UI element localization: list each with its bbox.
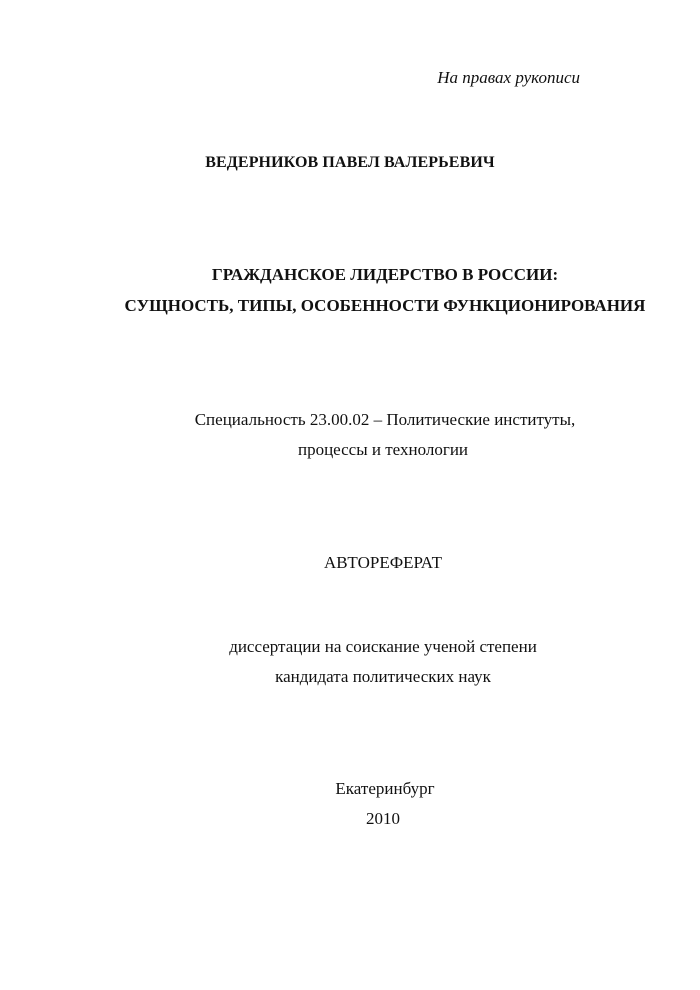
publication-city: Екатеринбург xyxy=(335,779,435,798)
specialty-line-2: процессы и технологии xyxy=(297,440,469,459)
specialty-line-1: Специальность 23.00.02 – Политические институты, xyxy=(194,410,576,429)
manuscript-note: На правах рукописи xyxy=(437,68,580,87)
publication-year: 2010 xyxy=(366,809,400,828)
purpose-line-2: кандидата политических наук xyxy=(275,667,491,686)
purpose-line-1: диссертации на соискание ученой степени xyxy=(229,637,537,656)
document-type: АВТОРЕФЕРАТ xyxy=(324,553,442,572)
dissertation-title-line-2: СУЩНОСТЬ, ТИПЫ, ОСОБЕННОСТИ ФУНКЦИОНИРОВАНИЯ xyxy=(124,296,646,315)
dissertation-title-line-1: ГРАЖДАНСКОЕ ЛИДЕРСТВО В РОССИИ: xyxy=(211,265,559,284)
author-name: ВЕДЕРНИКОВ ПАВЕЛ ВАЛЕРЬЕВИЧ xyxy=(205,154,495,171)
